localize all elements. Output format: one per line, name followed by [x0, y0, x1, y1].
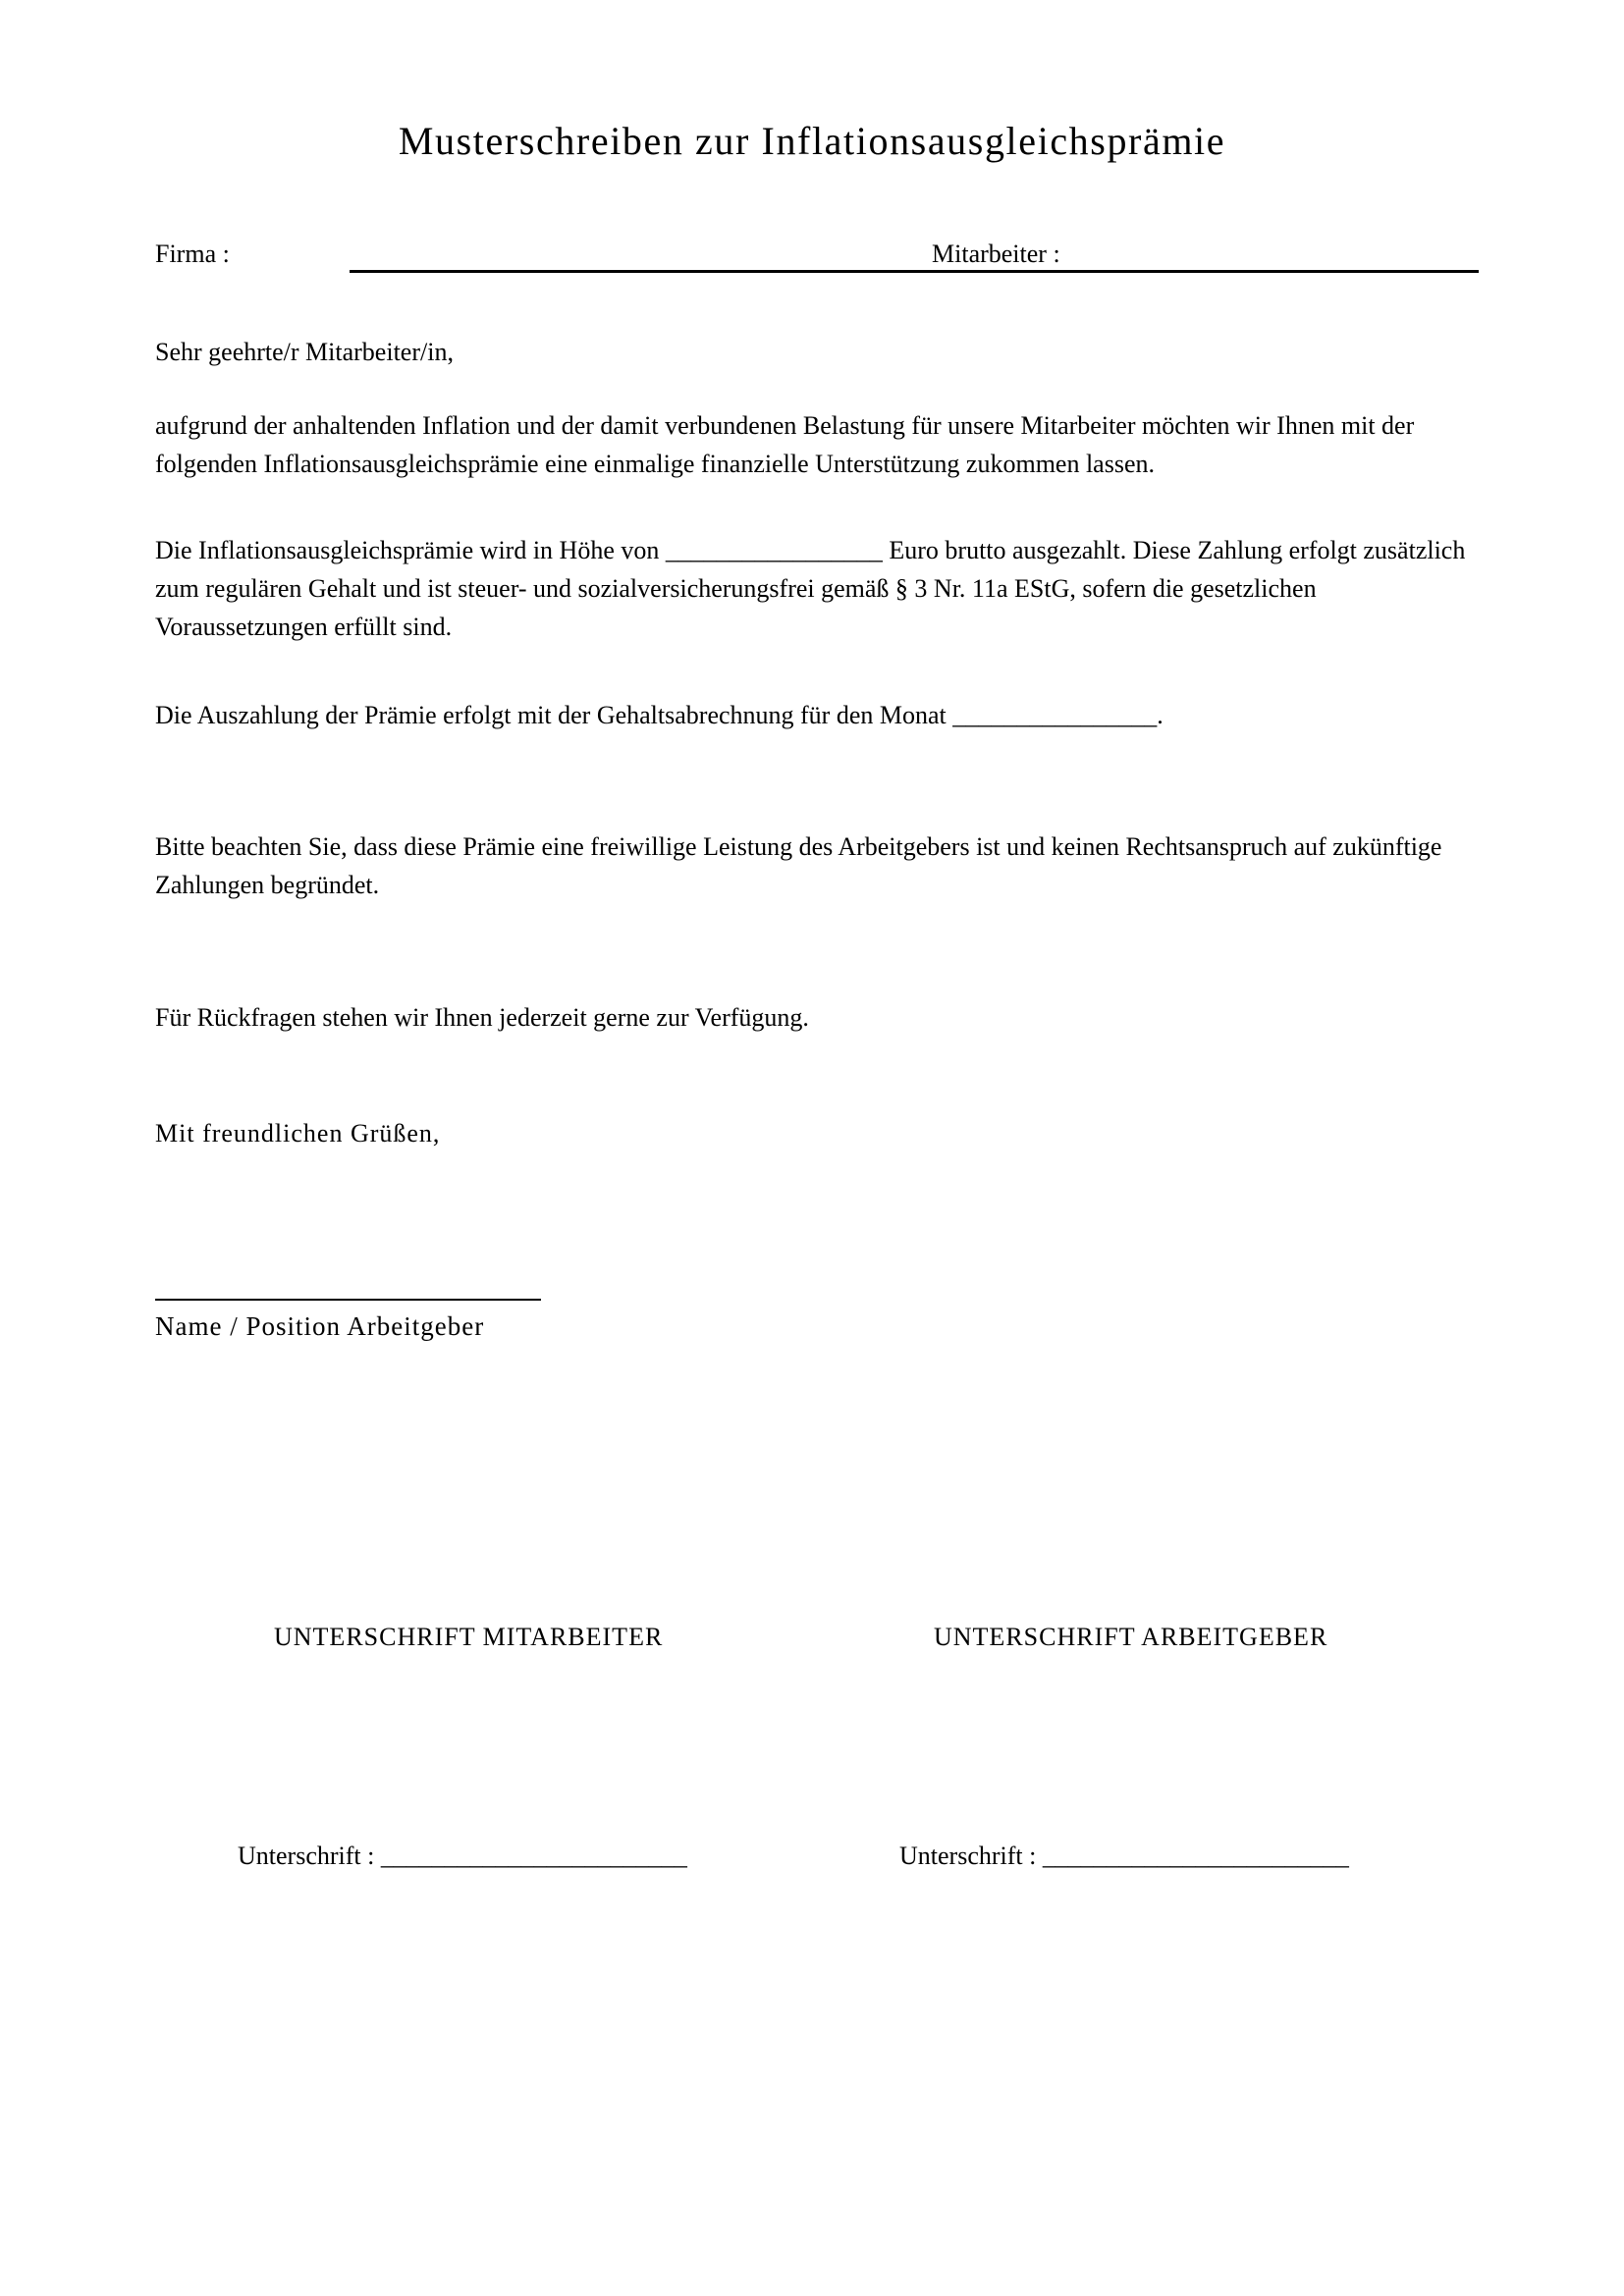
salutation: Sehr geehrte/r Mitarbeiter/in,	[155, 338, 454, 366]
firma-label: Firma :	[155, 240, 230, 268]
paragraph-amount: Die Inflationsausgleichsprämie wird in Höhe von _________________ Euro brutto ausgezahlt. Diese Zahlung erfolgt zusätzlich zum regulären Gehalt und ist steuer- und sozialversicherungsfrei gemäß § 3 Nr. 11a EStG, sofern die gesetzlichen Voraussetzungen erfüllt sind.	[155, 536, 1466, 641]
employer-signature-heading: UNTERSCHRIFT ARBEITGEBER	[934, 1623, 1328, 1651]
signer-label: Name / Position Arbeitgeber	[155, 1311, 485, 1341]
employee-signature-heading: UNTERSCHRIFT MITARBEITER	[274, 1623, 664, 1651]
employee-signature-field: Unterschrift : ________________________	[238, 1842, 687, 1870]
firma-mitarbeiter-line	[350, 270, 1479, 273]
mitarbeiter-label: Mitarbeiter :	[932, 240, 1060, 268]
employer-signature-field: Unterschrift : ________________________	[899, 1842, 1349, 1870]
paragraph-intro: aufgrund der anhaltenden Inflation und der damit verbundenen Belastung für unsere Mitarbeiter möchten wir Ihnen mit der folgenden Inflationsausgleichsprämie eine einmalige finanzielle Unterstützung zukommen lassen.	[155, 411, 1415, 478]
paragraph-payout-month: Die Auszahlung der Prämie erfolgt mit der Gehaltsabrechnung für den Monat ________________.	[155, 701, 1164, 729]
paragraph-voluntary: Bitte beachten Sie, dass diese Prämie eine freiwillige Leistung des Arbeitgebers ist und keinen Rechtsanspruch auf zukünftige Zahlungen begründet.	[155, 832, 1442, 899]
document-title: Musterschreiben zur Inflationsausgleichsprämie	[398, 119, 1226, 163]
employer-name-line	[155, 1299, 541, 1301]
paragraph-questions: Für Rückfragen stehen wir Ihnen jederzeit gerne zur Verfügung.	[155, 1003, 809, 1032]
closing: Mit freundlichen Grüßen,	[155, 1119, 441, 1148]
